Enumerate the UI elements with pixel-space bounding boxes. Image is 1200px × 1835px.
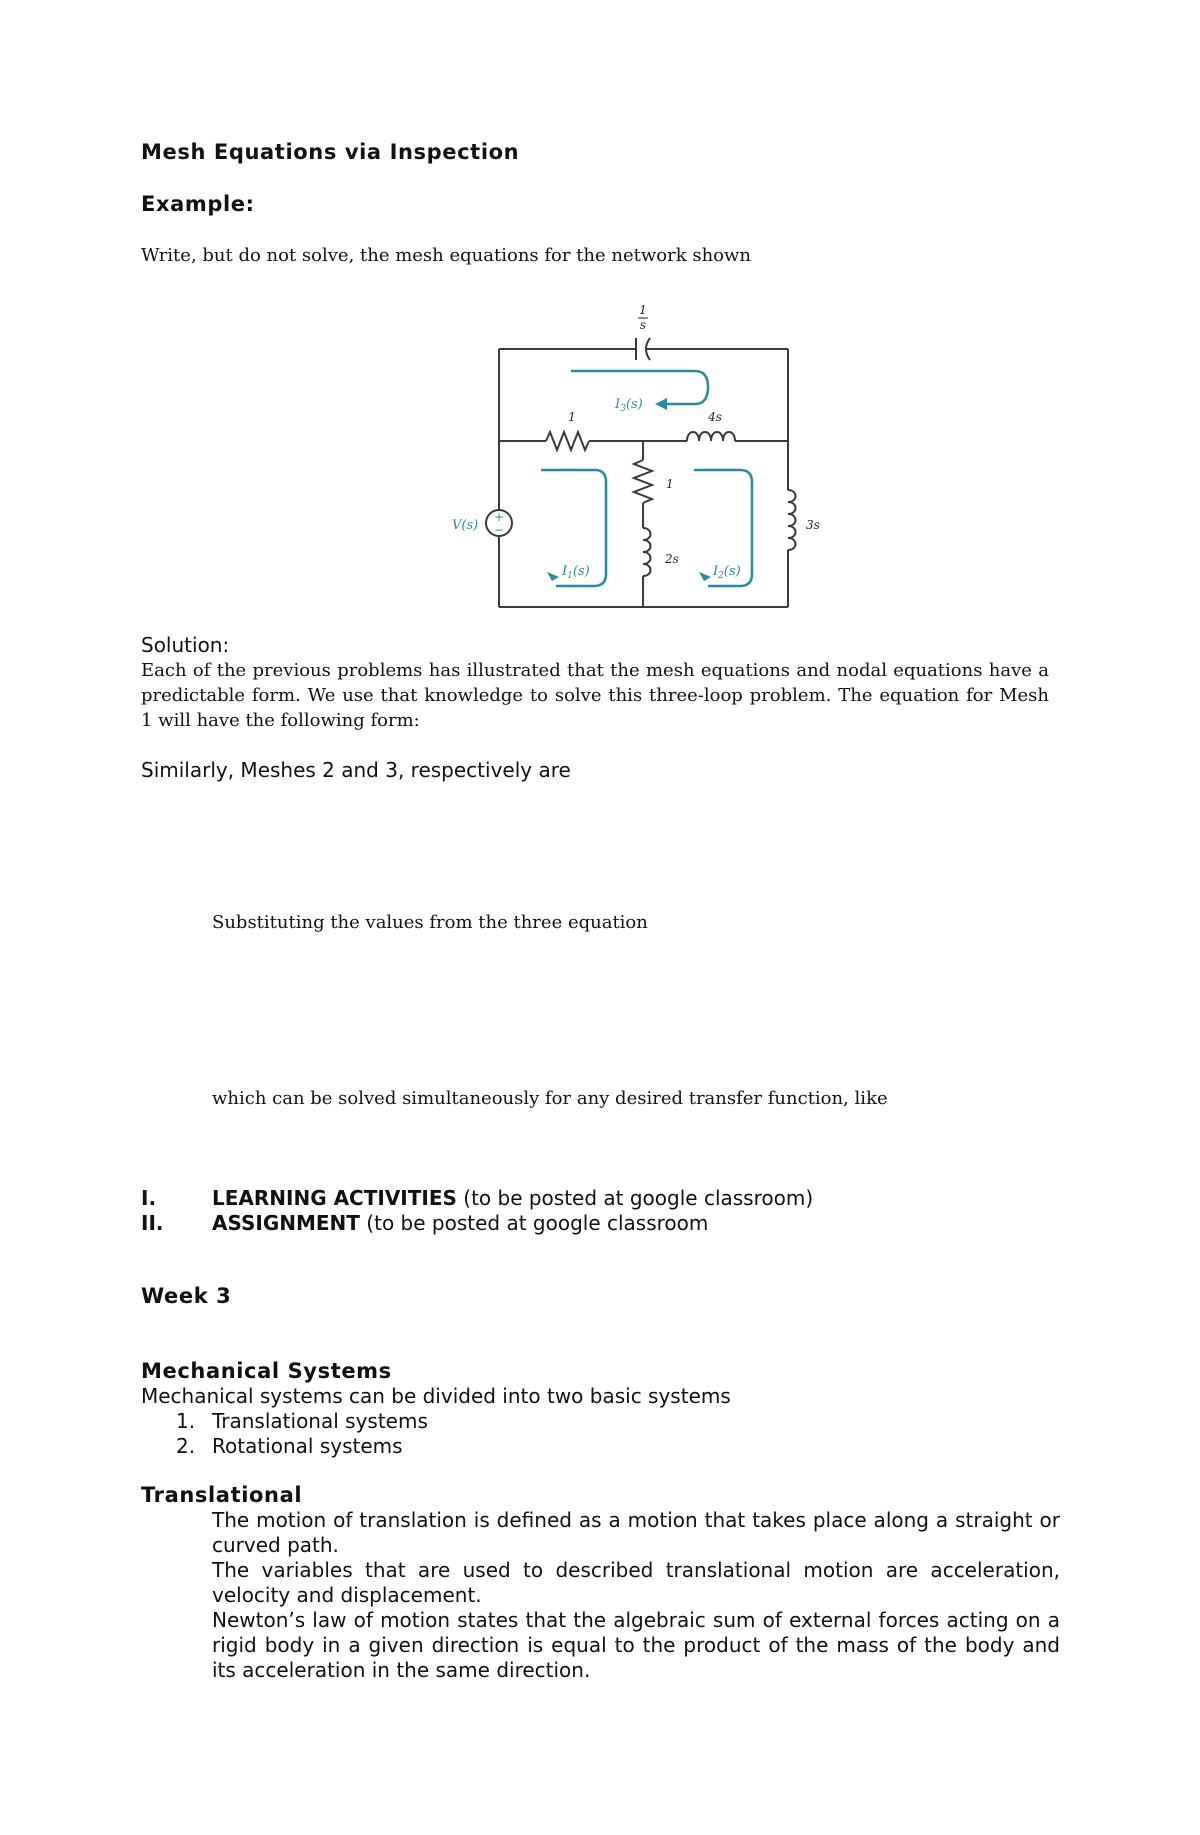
activity-bold: ASSIGNMENT [212, 1211, 360, 1235]
translational-heading: Translational [141, 1483, 303, 1507]
list-text: Translational systems [212, 1409, 428, 1433]
page-title: Mesh Equations via Inspection [141, 140, 520, 164]
inductor-2s-label: 2s [665, 552, 679, 566]
capacitor-label-denominator: s [639, 318, 647, 332]
list-item [176, 1434, 403, 1458]
inductor-4s [687, 432, 735, 441]
resistor-top-label: 1 [568, 410, 576, 424]
solution-paragraph: Each of the previous problems has illustrated that the mesh equations and nodal equations have a predictable form. We use that knowledge to solve this three-loop problem. The equation for Mesh 1 will have the following form: [141, 660, 1049, 731]
resistor-1-top [546, 432, 589, 450]
list-number: 2. [176, 1434, 196, 1458]
source-minus: − [493, 523, 505, 537]
activity-number: I. [141, 1186, 157, 1210]
inductor-4s-label: 4s [708, 410, 722, 424]
mechanical-systems-heading: Mechanical Systems [141, 1359, 392, 1383]
activity-rest: (to be posted at google classroom) [456, 1186, 814, 1210]
resistor-1-center [634, 460, 652, 503]
list-text: Rotational systems [212, 1434, 403, 1458]
list-item [176, 1409, 428, 1433]
inductor-2s [643, 528, 651, 576]
activity-item [141, 1186, 813, 1210]
activity-rest: (to be posted at google classroom [359, 1211, 709, 1235]
current-i1-label: $I_1(s)$ [562, 564, 590, 581]
similarly-text: Similarly, Meshes 2 and 3, respectively are [141, 758, 571, 782]
source-plus: + [493, 510, 505, 524]
translational-paragraph-1: The motion of translation is defined as a motion that takes place along a straight or curved path. [212, 1508, 1060, 1557]
example-label: Example: [141, 192, 255, 216]
translational-paragraph-2: The variables that are used to described translational motion are acceleration, velocity and displacement. [212, 1558, 1060, 1607]
activity-bold: LEARNING ACTIVITIES [212, 1186, 457, 1210]
list-number: 1. [176, 1409, 196, 1433]
resistor-center-label: 1 [666, 477, 674, 491]
circuit-diagram [0, 0, 1200, 640]
current-i3-label: $I_3(s)$ [615, 397, 643, 414]
capacitor-label-numerator: 1 [639, 303, 647, 317]
translational-paragraph-3: Newton’s law of motion states that the algebraic sum of external forces acting on a rigid body in a given direction is equal to the product of the mass of the body and its acceleration in the same direction. [212, 1608, 1060, 1682]
mechanical-intro: Mechanical systems can be divided into two basic systems [141, 1384, 731, 1408]
activity-item [141, 1211, 708, 1235]
source-label: V(s) [452, 518, 479, 533]
transfer-function-text: which can be solved simultaneously for any desired transfer function, like [212, 1088, 888, 1109]
i2-arrow-head [699, 572, 711, 581]
week-heading: Week 3 [141, 1284, 232, 1308]
substituting-text: Substituting the values from the three equation [212, 912, 648, 933]
current-i2-label: $I_2(s)$ [713, 564, 741, 581]
i1-arrow-head [547, 572, 559, 581]
i3-arrow-head [655, 398, 667, 410]
solution-label: Solution: [141, 633, 230, 657]
activity-number: II. [141, 1211, 164, 1235]
inductor-3s-label: 3s [806, 518, 820, 532]
example-prompt: Write, but do not solve, the mesh equations for the network shown [141, 245, 752, 266]
inductor-3s [788, 490, 796, 550]
